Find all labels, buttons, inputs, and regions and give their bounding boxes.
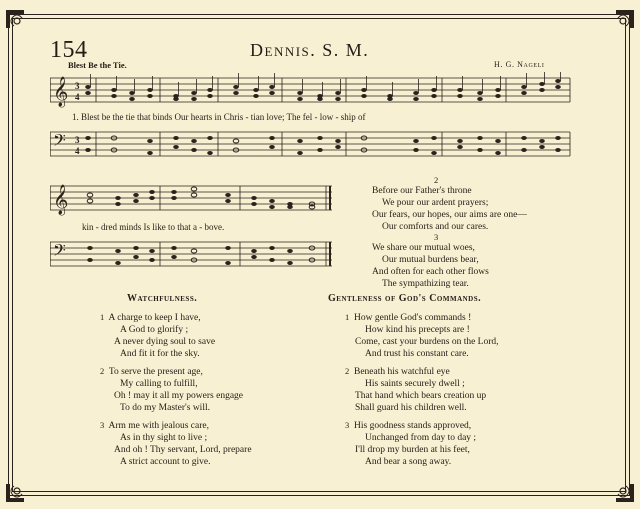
stanza-line: And fit it for the sky. — [120, 349, 200, 359]
bass-staff — [50, 126, 572, 162]
stanza-line: A God to glorify ; — [120, 325, 189, 335]
stanza — [100, 311, 252, 360]
bass-staff-system-2 — [50, 236, 336, 272]
verse-line: And often for each other flows — [372, 267, 489, 277]
verse-3-text — [372, 242, 489, 290]
stanza-line: To do my Master's will. — [120, 403, 210, 413]
svg-text:3: 3 — [75, 81, 80, 91]
verse-1-lyric-line-2: kin - dred minds Is like to that a - bove. — [82, 222, 225, 232]
stanza-line: Shall guard his children well. — [355, 403, 467, 413]
stanza-line: And trust his constant care. — [365, 349, 469, 359]
stanza-line: 3 His goodness stands approved, — [345, 420, 472, 431]
verse-line: We share our mutual woes, — [372, 243, 475, 253]
stanza-line: As in thy sight to live ; — [120, 433, 208, 443]
stanza-line: His saints securely dwell ; — [365, 379, 465, 389]
verse-2-text — [372, 185, 527, 233]
verse-line: Before our Father's throne — [372, 186, 472, 196]
stanza — [345, 419, 499, 468]
svg-text:3: 3 — [75, 135, 80, 145]
treble-staff — [50, 72, 572, 108]
stanza-line: Come, cast your burdens on the Lord, — [355, 337, 499, 347]
svg-text:𝄞: 𝄞 — [53, 185, 69, 215]
verse-number: 3 — [434, 232, 439, 242]
corner-ornament-icon — [2, 6, 28, 32]
stanza-line: I'll drop my burden at his feet, — [355, 445, 470, 455]
stanza-line: 2 To serve the present age, — [100, 366, 203, 377]
section-title-gentleness: Gentleness of God's Commands. — [328, 293, 482, 304]
stanza-line: And oh ! Thy servant, Lord, prepare — [114, 445, 252, 455]
stanza-line: A never dying soul to save — [114, 337, 216, 347]
svg-text:𝄞: 𝄞 — [53, 77, 69, 107]
stanza-line: 3 Arm me with jealous care, — [100, 420, 209, 431]
verse-line: Our comforts and our cares. — [382, 222, 489, 232]
tune-title: Dennis. S. M. — [250, 40, 370, 60]
stanza-line: 1 A charge to keep I have, — [100, 312, 201, 323]
verse-number: 2 — [434, 175, 439, 185]
corner-ornament-icon — [612, 6, 638, 32]
hymn-number: 154 — [50, 37, 88, 63]
verse-line: Our mutual burdens bear, — [382, 255, 479, 265]
stanza-line: And bear a song away. — [365, 457, 452, 467]
svg-text:𝄢: 𝄢 — [53, 240, 66, 264]
stanza-line: 2 Beneath his watchful eye — [345, 366, 450, 377]
svg-text:4: 4 — [75, 146, 80, 156]
stanza — [100, 365, 252, 414]
stanza-line: Oh ! may it all my powers engage — [114, 391, 244, 401]
corner-ornament-icon — [2, 480, 28, 506]
verse-line: The sympathizing tear. — [382, 279, 469, 289]
section-title-watchfulness: Watchfulness. — [127, 293, 198, 304]
svg-text:4: 4 — [75, 92, 80, 102]
stanza-line: That hand which bears creation up — [355, 391, 487, 401]
stanza-line: Unchanged from day to day ; — [365, 433, 477, 443]
hymn-watchfulness — [100, 311, 252, 468]
stanza-line: A strict account to give. — [120, 457, 211, 467]
verse-line: We pour our ardent prayers; — [382, 198, 489, 208]
corner-ornament-icon — [612, 480, 638, 506]
composer-credit: H. G. Nageli — [494, 60, 545, 69]
stanza — [345, 311, 499, 360]
svg-text:𝄢: 𝄢 — [53, 130, 66, 154]
stanza — [100, 419, 252, 468]
hymn-subtitle: Blest Be the Tie. — [68, 60, 127, 70]
verse-1-lyric-line-1: 1. Blest be the tie that binds Our hearts in Chris - tian love; The fel - low - ship of — [72, 112, 366, 122]
stanza-line: My calling to fulfill, — [120, 379, 198, 389]
hymn-gentleness — [345, 311, 499, 468]
stanza-line: 1 How gentle God's commands ! — [345, 312, 472, 323]
treble-staff-system-2 — [50, 180, 336, 216]
verse-line: Our fears, our hopes, our aims are one— — [372, 210, 527, 220]
stanza — [345, 365, 499, 414]
stanza-line: How kind his precepts are ! — [365, 325, 470, 335]
